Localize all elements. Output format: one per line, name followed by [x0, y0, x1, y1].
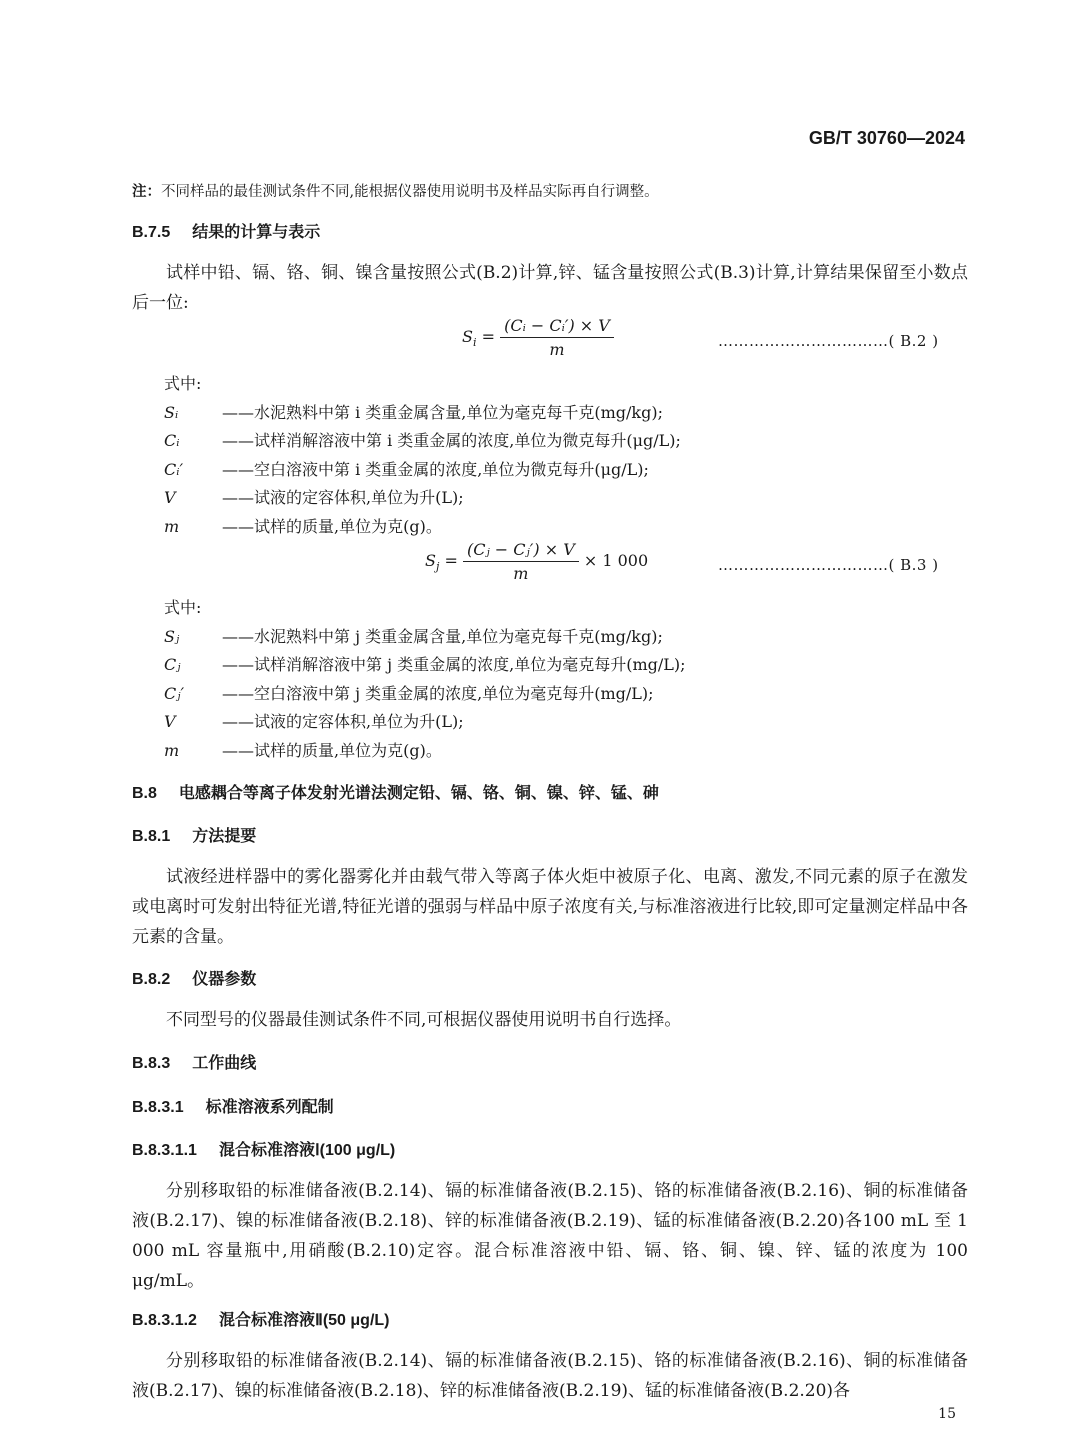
- definition-row: Cⱼ ——试样消解溶液中第 j 类重金属的浓度,单位为毫克每升(mg/L);: [164, 655, 686, 674]
- heading-number: B.8.2: [132, 971, 171, 988]
- definition-row: Sᵢ ——水泥熟料中第 i 类重金属含量,单位为毫克每千克(mg/kg);: [164, 402, 663, 422]
- definition-row: V ——试液的定容体积,单位为升(L);: [164, 712, 464, 731]
- heading-number: B.8.3.1: [132, 1099, 184, 1116]
- paragraph-b81: [132, 862, 968, 952]
- heading-title: 结果的计算与表示: [192, 224, 321, 241]
- paragraph-text: 试液经进样器中的雾化器雾化并由载气带入等离子体火炬中被原子化、电离、激发,不同元素的原子在激发或电离时可发射出特征光谱,特征光谱的强弱与样品中原子浓度有关,与标准溶液进行比较,即可定量测定样品中各元素的含量。: [132, 867, 968, 947]
- paragraph-text: 分别移取铅的标准储备液(B.2.14)、镉的标准储备液(B.2.15)、铬的标准储备液(B.2.16)、铜的标准储备液(B.2.17)、镍的标准储备液(B.2.18)、锌的标准储备液(B.2.19)、锰的标准储备液(B.2.20)各: [132, 1351, 968, 1401]
- note-label: 注：: [132, 184, 161, 200]
- heading-title: 工作曲线: [192, 1055, 257, 1072]
- heading-title: 仪器参数: [192, 971, 257, 988]
- formula-fraction: [500, 316, 614, 359]
- formula-lhs: $S_i$: [462, 327, 477, 350]
- definition-row: m ——试样的质量,单位为克(g)。: [164, 516, 442, 536]
- heading-b75: [132, 219, 320, 242]
- heading-number: B.8.3: [132, 1055, 171, 1072]
- equation-number-b3: [718, 556, 939, 574]
- note-text: 不同样品的最佳测试条件不同,能根据仪器使用说明书及样品实际再自行调整。: [161, 184, 659, 200]
- heading-title: 方法提要: [192, 828, 257, 845]
- paragraph-text: 不同型号的仪器最佳测试条件不同,可根据仪器使用说明书自行选择。: [166, 1010, 682, 1030]
- page-number: 15: [938, 1406, 956, 1422]
- paragraph-b8311: [132, 1176, 968, 1296]
- paragraph-text: 分别移取铅的标准储备液(B.2.14)、镉的标准储备液(B.2.15)、铬的标准储备液(B.2.16)、铜的标准储备液(B.2.17)、镍的标准储备液(B.2.18)、锌的标准储备液(B.2.19)、锰的标准储备液(B.2.20)各100 mL 至 1 000 mL 容量瓶中,用硝酸(B.2.10)定容。混合标准溶液中铅、镉、铬、铜、镍、锌、锰的浓度为 100 μg/mL。: [132, 1181, 968, 1291]
- formula-fraction: [463, 540, 579, 583]
- where-list-b3: [164, 594, 686, 765]
- where-label: 式中:: [164, 374, 202, 393]
- formula-numerator: (Cⱼ − Cⱼ′) × V: [463, 540, 579, 562]
- definition-row: Cⱼ′ ——空白溶液中第 j 类重金属的浓度,单位为毫克每升(mg/L);: [164, 683, 654, 703]
- heading-b831: [132, 1094, 334, 1117]
- note: [132, 180, 659, 201]
- equation-label: ( B.2 ): [888, 332, 939, 350]
- equation-dots: ……………………………: [718, 556, 889, 574]
- heading-number: B.7.5: [132, 224, 171, 241]
- heading-number: B.8.1: [132, 828, 171, 845]
- heading-title: 混合标准溶液Ⅱ(50 μg/L): [218, 1312, 390, 1329]
- standard-code: GB/T 30760—2024: [808, 128, 965, 148]
- definition-row: V ——试液的定容体积,单位为升(L);: [164, 488, 464, 507]
- heading-number: B.8.3.1.1: [132, 1142, 197, 1159]
- where-label: 式中:: [164, 598, 202, 617]
- definition-row: Cᵢ ——试样消解溶液中第 i 类重金属的浓度,单位为微克每升(μg/L);: [164, 431, 681, 450]
- heading-b8: [132, 780, 659, 803]
- heading-b82: [132, 966, 256, 989]
- heading-number: B.8: [132, 785, 157, 802]
- heading-title: 标准溶液系列配制: [205, 1099, 334, 1116]
- heading-b8312: [132, 1307, 390, 1330]
- formula-multiplier: × 1 000: [583, 551, 649, 570]
- paragraph-b8312: [132, 1346, 968, 1406]
- paragraph-b82: [132, 1005, 968, 1035]
- formula-denominator: m: [549, 340, 565, 359]
- where-list-b2: [164, 370, 681, 541]
- formula-lhs: $S_j$: [425, 551, 440, 574]
- equation-dots: ……………………………: [718, 332, 889, 350]
- formula-equals: =: [481, 327, 495, 346]
- definition-row: Cᵢ′ ——空白溶液中第 i 类重金属的浓度,单位为微克每升(μg/L);: [164, 459, 649, 479]
- formula-numerator: (Cᵢ − Cᵢ′) × V: [500, 316, 614, 338]
- heading-b83: [132, 1050, 256, 1073]
- formula-b3: [425, 540, 648, 583]
- definition-row: Sⱼ ——水泥熟料中第 j 类重金属含量,单位为毫克每千克(mg/kg);: [164, 626, 663, 646]
- paragraph-text: 试样中铅、镉、铬、铜、镍含量按照公式(B.2)计算,锌、锰含量按照公式(B.3)计算,计算结果保留至小数点后一位:: [132, 263, 968, 313]
- heading-title: 电感耦合等离子体发射光谱法测定铅、镉、铬、铜、镍、锌、锰、砷: [178, 785, 659, 802]
- definition-row: m ——试样的质量,单位为克(g)。: [164, 740, 442, 760]
- paragraph-b75: [132, 258, 968, 318]
- heading-title: 混合标准溶液Ⅰ(100 μg/L): [218, 1142, 396, 1159]
- formula-denominator: m: [513, 564, 529, 583]
- formula-b2: [462, 316, 614, 359]
- equation-number-b2: [718, 332, 939, 350]
- equation-label: ( B.3 ): [888, 556, 939, 574]
- heading-b81: [132, 823, 256, 846]
- heading-number: B.8.3.1.2: [132, 1312, 197, 1329]
- heading-b8311: [132, 1137, 395, 1160]
- formula-equals: =: [444, 551, 458, 570]
